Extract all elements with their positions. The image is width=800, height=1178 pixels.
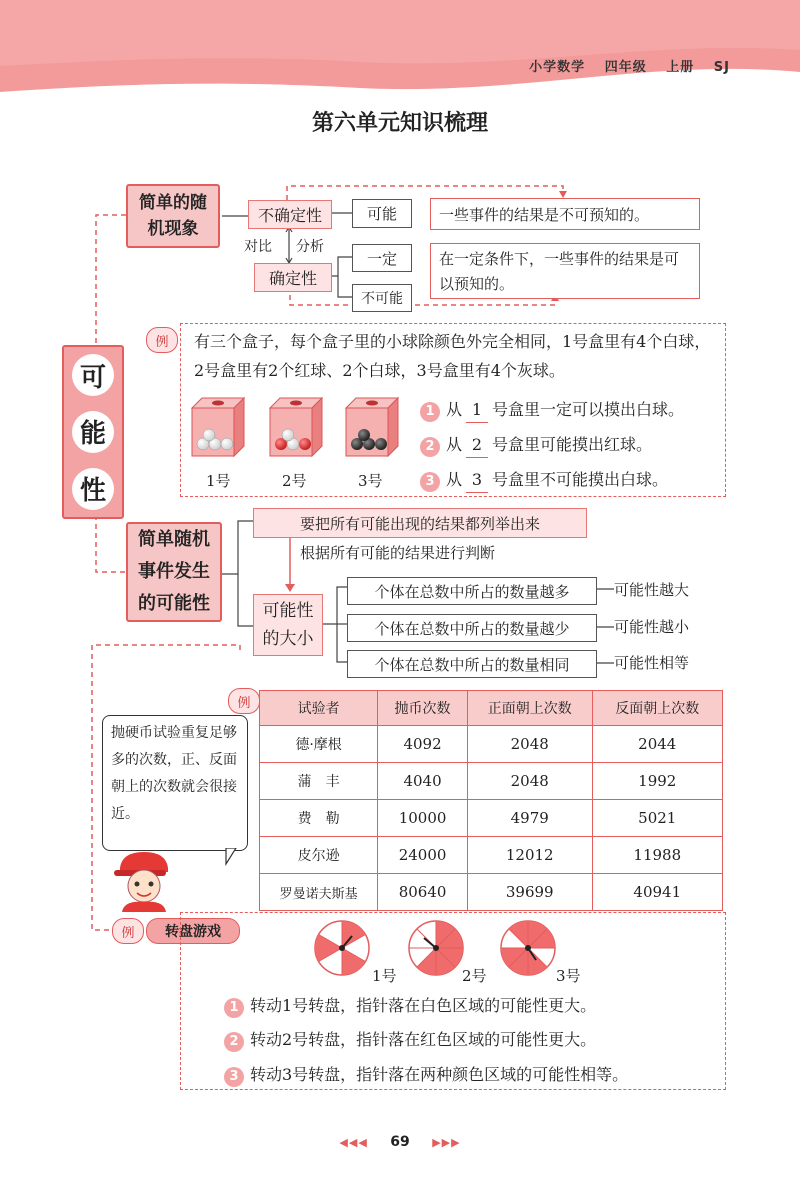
impossible-box: 不可能 (352, 284, 412, 312)
table-cell: 2044 (592, 726, 722, 763)
rule-condition-2: 个体在总数中所占的数量越少 (347, 614, 597, 642)
spinner-3 (501, 921, 555, 975)
table-cell: 皮尔逊 (260, 837, 378, 874)
table-header-cell: 抛币次数 (378, 691, 468, 726)
rule-condition-1: 个体在总数中所占的数量越多 (347, 577, 597, 605)
ball-boxes-illustration (188, 396, 408, 460)
rule-result-1: 可能性越大 (614, 581, 690, 599)
spinner-label-1: 1号 (372, 967, 397, 985)
spinners-illustration (310, 918, 570, 978)
example-badge-2: 例 (228, 688, 260, 714)
footer-right-arrows: ▶▶▶ (432, 1136, 461, 1149)
table-cell: 蒲 丰 (260, 763, 378, 800)
box-label-1: 1号 (206, 472, 231, 490)
page-title: 第六单元知识梳理 (311, 111, 488, 136)
table-header-cell: 试验者 (260, 691, 378, 726)
spinner-1 (315, 921, 369, 975)
possible-box: 可能 (352, 199, 412, 228)
table-row (260, 837, 723, 874)
possible-definition-box: 一些事件的结果是不可预知的。 (430, 198, 700, 230)
answer-blank: 3 (466, 468, 488, 493)
certain-definition-box: 在一定条件下，一些事件的结果是可以预知的。 (430, 243, 700, 299)
example-1-statement-3: 3 从 3 号盒里不可能摸出白球。 (420, 468, 668, 493)
example-1-text: 有三个盒子，每个盒子里的小球除颜色外完全相同，1号盒里有4个白球，2号盒里有2个红球、2个白球，3号盒里有4个灰球。 (194, 332, 711, 380)
simple-random-phenomena-box: 简单的随机现象 (126, 184, 220, 248)
certainty-box: 确定性 (254, 263, 332, 292)
box-3 (346, 398, 398, 456)
student-mascot (104, 846, 184, 912)
compare-label: 对比 (244, 239, 272, 255)
example-badge-1: 例 (146, 327, 178, 353)
box-label-3: 3号 (358, 472, 383, 490)
rule-result-2: 可能性越小 (614, 618, 690, 636)
root-char-2: 能 (72, 411, 114, 453)
rule-result-3: 可能性相等 (614, 654, 690, 672)
header-edition: SJ (713, 60, 730, 75)
table-cell: 德·摩根 (260, 726, 378, 763)
number-badge: 3 (224, 1067, 244, 1087)
number-badge: 2 (224, 1032, 244, 1052)
table-cell: 24000 (378, 837, 468, 874)
table-cell: 80640 (378, 874, 468, 911)
table-header-cell: 正面朝上次数 (467, 691, 592, 726)
speech-tail (224, 848, 238, 866)
root-char-3: 性 (72, 468, 114, 510)
list-all-results-box: 要把所有可能出现的结果都列举出来 (253, 508, 587, 538)
table-cell: 39699 (467, 874, 592, 911)
table-row (260, 763, 723, 800)
example-3-statement-3: 3 转动3号转盘，指针落在两种颜色区域的可能性相等。 (224, 1063, 628, 1087)
table-cell: 2048 (467, 726, 592, 763)
table-cell: 费 勒 (260, 800, 378, 837)
example-1-statement-2: 2 从 2 号盒里可能摸出红球。 (420, 433, 652, 458)
table-header-cell: 反面朝上次数 (592, 691, 722, 726)
header-grade: 四年级 (604, 60, 647, 75)
table-cell: 1992 (592, 763, 722, 800)
box-label-2: 2号 (282, 472, 307, 490)
table-cell: 4040 (378, 763, 468, 800)
table-row (260, 726, 723, 763)
table-header-row (260, 691, 723, 726)
judge-text: 根据所有可能的结果进行判断 (300, 544, 496, 562)
table-cell: 4979 (467, 800, 592, 837)
number-badge: 2 (420, 437, 440, 457)
root-char-1: 可 (72, 354, 114, 396)
table-row (260, 874, 723, 911)
analyze-label: 分析 (296, 239, 324, 255)
speech-bubble: 抛硬币试验重复足够多的次数，正、反面朝上的次数就会很接近。 (102, 715, 248, 851)
header-subject: 小学数学 (529, 60, 586, 75)
table-cell: 2048 (467, 763, 592, 800)
number-badge: 1 (420, 402, 440, 422)
box-2 (270, 398, 322, 456)
possibility-size-box: 可能性的大小 (253, 594, 323, 656)
example-1-statement-1: 1 从 1 号盒里一定可以摸出白球。 (420, 398, 684, 423)
table-cell: 5021 (592, 800, 722, 837)
number-badge: 1 (224, 998, 244, 1018)
answer-blank: 2 (466, 433, 488, 458)
box-1 (192, 398, 244, 456)
table-cell: 11988 (592, 837, 722, 874)
answer-blank: 1 (466, 398, 488, 423)
table-cell: 罗曼诺夫斯基 (260, 874, 378, 911)
spinner-game-tag: 转盘游戏 (146, 918, 240, 944)
root-concept-box (62, 345, 124, 519)
uncertainty-box: 不确定性 (248, 200, 332, 229)
example-badge-3: 例 (112, 918, 144, 944)
spinner-2 (409, 921, 463, 975)
coin-toss-table (259, 690, 723, 911)
table-cell: 12012 (467, 837, 592, 874)
table-cell: 4092 (378, 726, 468, 763)
footer (0, 1134, 800, 1150)
simple-random-event-possibility-box: 简单随机事件发生的可能性 (126, 522, 222, 622)
spinner-label-2: 2号 (462, 967, 487, 985)
spinner-label-3: 3号 (556, 967, 581, 985)
table-cell: 40941 (592, 874, 722, 911)
number-badge: 3 (420, 472, 440, 492)
table-cell: 10000 (378, 800, 468, 837)
page-number: 69 (390, 1134, 410, 1150)
table-row (260, 800, 723, 837)
example-3-statement-2: 2 转动2号转盘，指针落在红色区域的可能性更大。 (224, 1028, 596, 1052)
header-volume: 上册 (666, 60, 695, 75)
rule-condition-3: 个体在总数中所占的数量相同 (347, 650, 597, 678)
must-box: 一定 (352, 244, 412, 272)
example-3-statement-1: 1 转动1号转盘，指针落在白色区域的可能性更大。 (224, 994, 596, 1018)
footer-left-arrows: ◀◀◀ (339, 1136, 368, 1149)
